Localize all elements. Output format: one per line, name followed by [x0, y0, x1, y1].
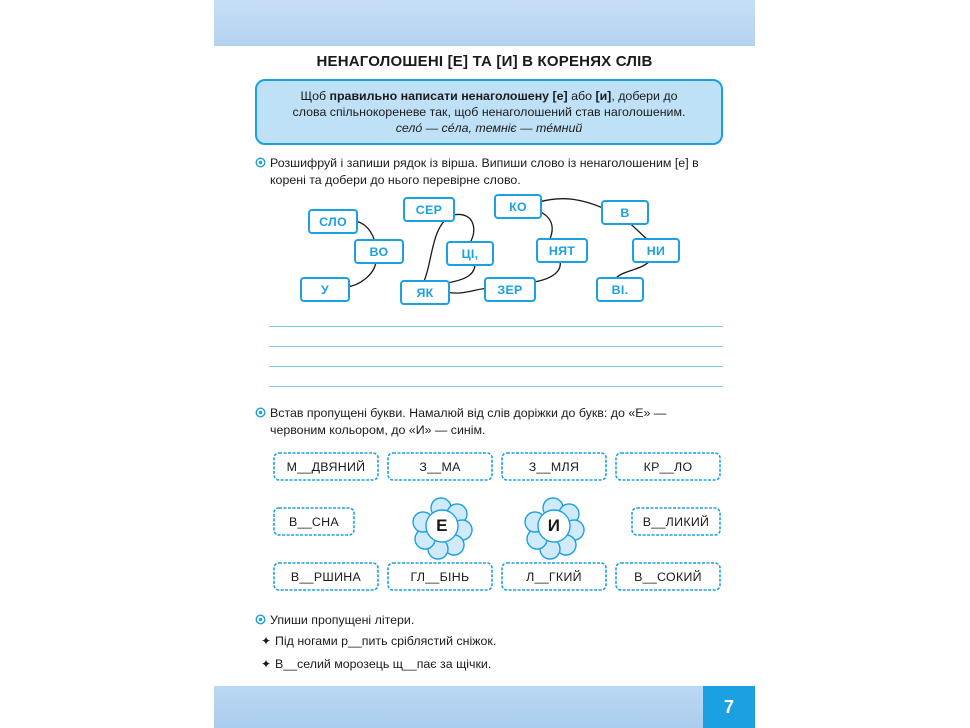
syllable: ЗЕР — [497, 282, 523, 297]
syllable: СЕР — [415, 202, 443, 217]
rule-bold-text: правильно написати ненаголошену [е] — [329, 89, 568, 103]
workbook-page — [214, 0, 755, 728]
word-gap-card[interactable]: В__СНА — [288, 514, 339, 529]
task-1-instruction: Розшифруй і запиши рядок із вірша. Випиши слово із ненаголошеним [е] в корені та добери до нього перевірне слово. — [270, 156, 699, 187]
syllable: ЯК — [416, 285, 434, 300]
bottom-band — [214, 686, 755, 728]
page-number: 7 — [703, 686, 755, 728]
sentence-2 — [261, 657, 491, 671]
syllable: ВІ. — [611, 282, 629, 297]
syllable: В — [620, 205, 630, 220]
page-title: НЕНАГОЛОШЕНІ [Е] ТА [И] В КОРЕНЯХ СЛІВ — [316, 53, 653, 70]
word-gap-card[interactable]: ГЛ__БІНЬ — [410, 569, 470, 584]
word-gap-card[interactable]: В__РШИНА — [290, 569, 362, 584]
word-gap-card[interactable]: Л__ГКИЙ — [526, 569, 582, 584]
word-gap-card[interactable]: З__МЛЯ — [528, 459, 580, 474]
syllable: КО — [509, 199, 527, 214]
syllable: ВО — [369, 244, 389, 259]
word-gap-card[interactable]: В__ЛИКИЙ — [642, 514, 710, 529]
rule-example: село́ — се́ла, темніє — те́мний — [395, 121, 583, 135]
rule-text: Щоб — [300, 89, 330, 103]
flower-e-letter[interactable]: Е — [436, 515, 448, 535]
task-3 — [255, 612, 725, 629]
sentence-text[interactable]: Під ногами р__пить сріблястий сніжок. — [275, 634, 497, 648]
star-bullet-icon: ✦ — [261, 657, 272, 671]
syllable: СЛО — [319, 214, 347, 229]
sentence-text[interactable]: В__селий морозець щ__пає за щічки. — [275, 657, 492, 671]
rule-text: або — [567, 89, 596, 103]
task-3-instruction: Упиши пропущені літери. — [270, 613, 415, 627]
sentence-1 — [261, 634, 496, 648]
rule-text: , добери до — [611, 89, 678, 103]
word-gap-card[interactable]: З__МА — [419, 459, 461, 474]
word-gap-card[interactable]: В__СОКИЙ — [634, 569, 702, 584]
syllable: НИ — [646, 243, 666, 258]
syllable: У — [320, 282, 329, 297]
rule-line-2: слова спільнокореневе так, щоб ненаголошений став наголошеним. — [292, 105, 686, 119]
target-bullet-icon — [255, 614, 266, 625]
star-bullet-icon: ✦ — [261, 634, 272, 648]
flower-i-letter[interactable]: И — [547, 515, 561, 535]
syllable: ЦІ, — [461, 246, 479, 261]
word-gap-card[interactable]: КР__ЛО — [643, 459, 693, 474]
word-gap-card[interactable]: М__ДВЯНИЙ — [286, 459, 366, 474]
task-2-instruction: Встав пропущені букви. Намалюй від слів доріжки до букв: до «Е» — червоним кольором, до «И» — синім. — [270, 406, 667, 437]
syllable: НЯТ — [548, 243, 576, 258]
rule-bold-text: [и] — [595, 89, 612, 103]
